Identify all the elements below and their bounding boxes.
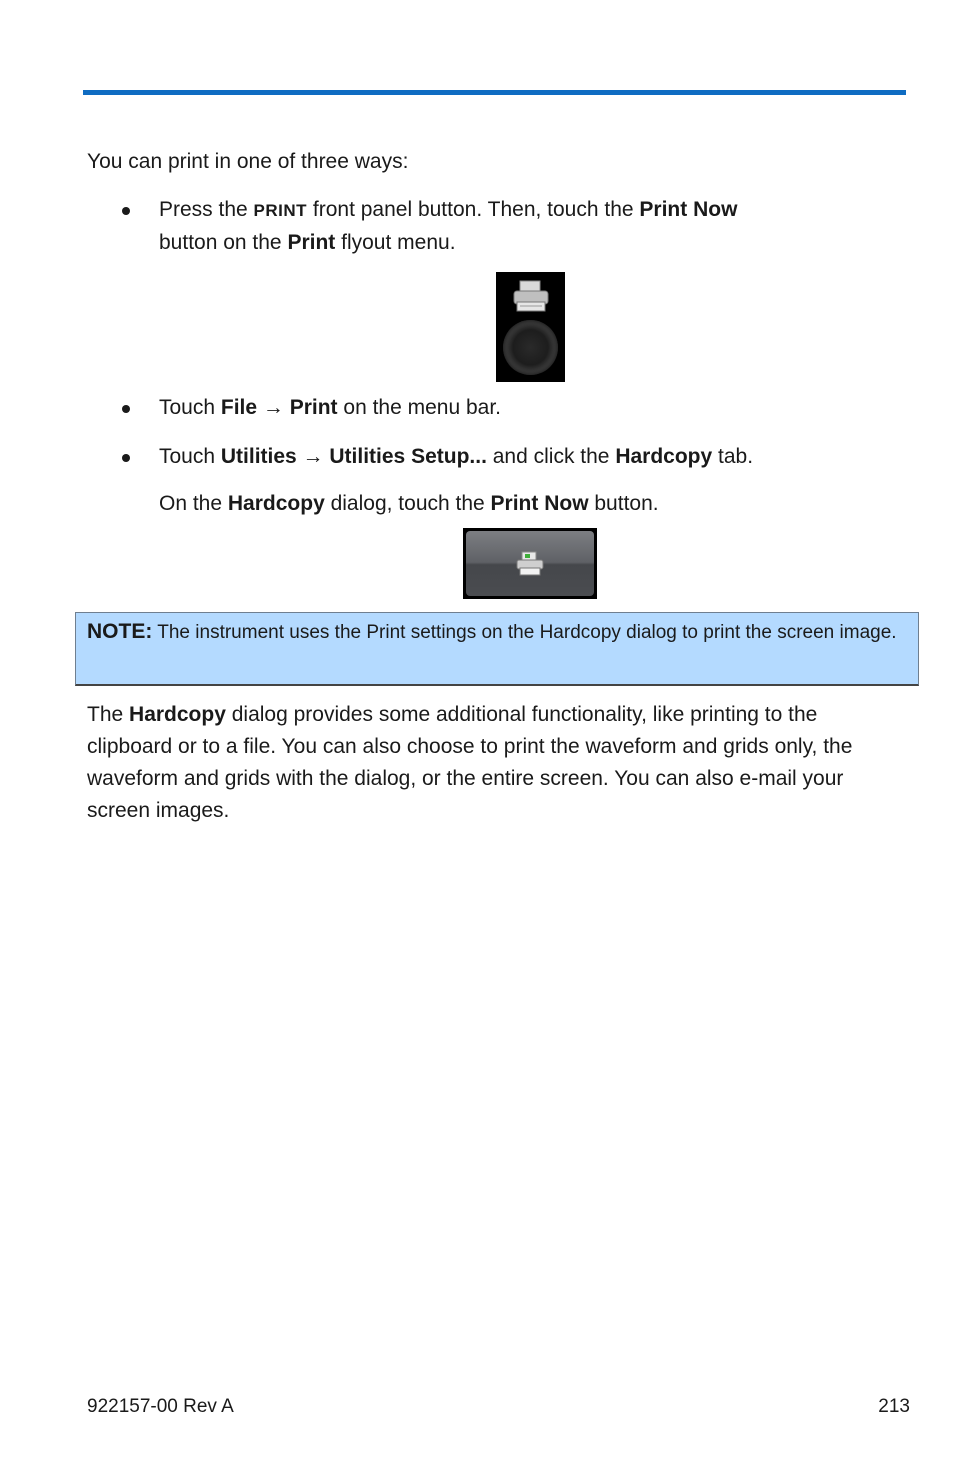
hardcopy-instruction: On the Hardcopy dialog, touch the Print Now button.	[159, 492, 659, 515]
bullet-dot	[122, 207, 130, 215]
body-paragraph: The Hardcopy dialog provides some additional functionality, like printing to the clipboard or to a file. You can also choose to print the waveform and grids only, the waveform and grids with the dialog, or the entire screen. You can also e-mail your screen images.	[87, 703, 853, 822]
header-rule	[83, 90, 906, 95]
bullet-dot	[122, 405, 130, 413]
note-label: NOTE:	[87, 620, 153, 643]
print-now-button-face	[466, 531, 594, 596]
print-key-label: PRINT	[253, 201, 308, 220]
footer-page-number: 213	[878, 1396, 910, 1417]
list-item	[122, 392, 882, 424]
list-item-text: Touch File → Print on the menu bar.	[159, 396, 502, 419]
note-text: The instrument uses the Print settings on the Hardcopy dialog to print the screen image.	[152, 622, 897, 643]
footer-doc-id: 922157-00 Rev A	[87, 1396, 234, 1417]
printer-icon	[512, 280, 550, 324]
list-item	[122, 441, 882, 473]
list-item-text: Press the PRINT front panel button. Then, touch the Print Now button on the Print flyout menu.	[159, 198, 738, 254]
print-now-button[interactable]	[463, 528, 597, 599]
note-box	[75, 612, 919, 686]
list-item	[122, 194, 882, 259]
bullet-dot	[122, 454, 130, 462]
printer-icon	[516, 551, 544, 587]
print-front-panel-button[interactable]	[496, 272, 565, 382]
list-item-text: Touch Utilities → Utilities Setup... and click the Hardcopy tab.	[159, 445, 754, 468]
intro-text: You can print in one of three ways:	[87, 150, 409, 173]
knob-graphic	[503, 320, 558, 375]
